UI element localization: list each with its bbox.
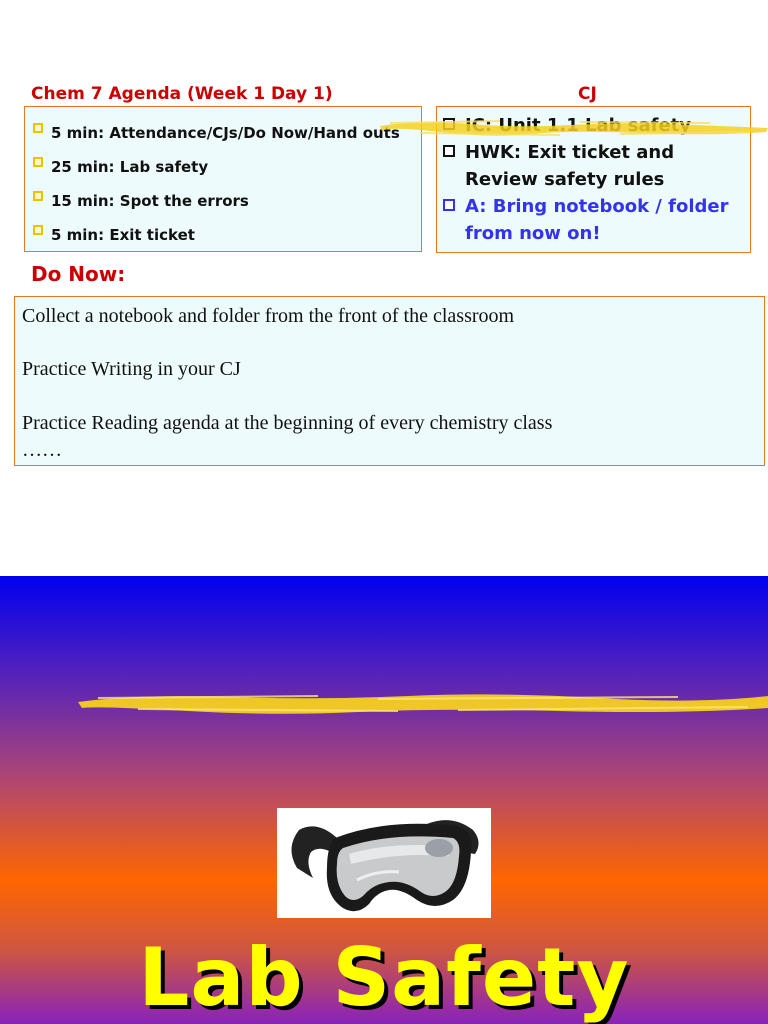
agenda-item [33, 158, 417, 180]
checkbox-bullet-icon [33, 225, 43, 235]
do-now-line: Practice Reading agenda at the beginning of every chemistry class [22, 412, 553, 434]
agenda-item [33, 124, 417, 146]
agenda-item-text: 5 min: Attendance/CJs/Do Now/Hand outs [51, 124, 400, 142]
agenda-title: Chem 7 Agenda (Week 1 Day 1) [31, 84, 333, 104]
safety-goggles-icon [277, 808, 491, 918]
cj-title: CJ [578, 84, 597, 104]
agenda-item-text: 5 min: Exit ticket [51, 226, 195, 244]
agenda-item [33, 226, 417, 248]
lab-safety-slide [0, 576, 768, 1024]
cj-item-a [441, 193, 741, 247]
cj-item-hwk [441, 139, 741, 193]
checkbox-bullet-icon [33, 123, 43, 133]
do-now-title: Do Now: [31, 262, 126, 286]
do-now-line: Collect a notebook and folder from the front of the classroom [22, 305, 515, 327]
agenda-item [33, 192, 417, 214]
highlighter-stroke [78, 686, 768, 716]
lab-safety-title: Lab Safety [138, 931, 630, 1024]
goggles-image [277, 808, 491, 918]
cj-item-text: A: Bring notebook / folder from now on! [465, 196, 729, 244]
checkbox-bullet-icon [33, 157, 43, 167]
cj-item-text: HWK: Exit ticket and Review safety rules [465, 142, 675, 190]
do-now-line: Practice Writing in your CJ [22, 358, 241, 380]
checkbox-bullet-icon [443, 199, 455, 211]
agenda-item-text: 25 min: Lab safety [51, 158, 209, 176]
do-now-line: …… [22, 439, 62, 461]
agenda-item-text: 15 min: Spot the errors [51, 192, 249, 210]
checkbox-bullet-icon [443, 145, 455, 157]
highlighter-stroke [380, 116, 768, 138]
checkbox-bullet-icon [33, 191, 43, 201]
agenda-box [24, 106, 422, 252]
do-now-box [14, 296, 765, 466]
